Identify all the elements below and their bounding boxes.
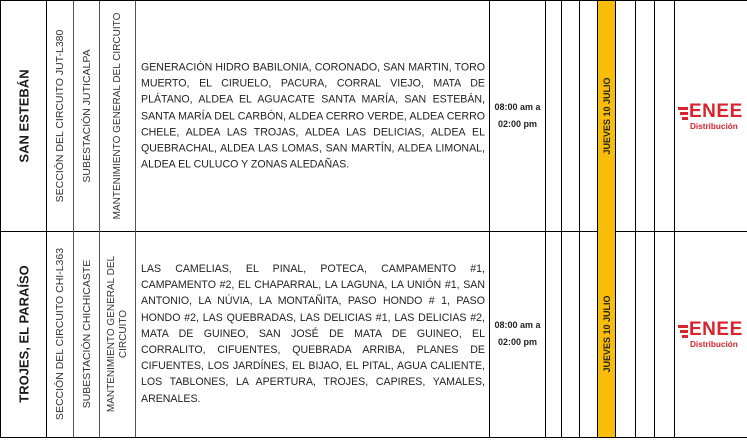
date-cell — [598, 231, 616, 437]
empty-cell — [655, 1, 675, 231]
activity-line: MANTENIMIENTO GENERAL DEL CIRCUITO — [111, 12, 123, 220]
substation-label: SUBESTACIÓN JUTICALPA — [80, 49, 93, 183]
enee-logo — [678, 101, 746, 131]
circuit-section-label: SECCIÓN DEL CIRCUITO JUT-L380 — [54, 29, 66, 203]
circuit-section-label: SECCIÓN DEL CIRCUITO CHI-L363 — [54, 247, 66, 421]
logo-cell — [675, 231, 747, 437]
substation-cell — [74, 231, 100, 437]
activity-cell — [100, 231, 136, 437]
empty-cell — [636, 231, 655, 437]
logo-subtitle: Distribución — [690, 340, 738, 349]
affected-areas-cell — [136, 231, 490, 437]
location-cell — [0, 231, 47, 437]
affected-areas-cell — [136, 1, 490, 231]
activity-label — [106, 256, 130, 412]
logo-subtitle: Distribución — [690, 122, 738, 131]
activity-label — [112, 13, 124, 220]
enee-logo-mark-icon — [678, 104, 688, 122]
empty-cell — [562, 231, 580, 437]
affected-areas-text: GENERACIÓN HIDRO BABILONIA, CORONADO, SAN MARTIN, TORO MUERTO, EL CIRUELO, PACURA, CORRAL VIEJO, MATA DE PLÁTANO, ALDEA EL AGUACATE SANTA MARÍA, SAN ESTEBÁN, SANTA MARÍA DEL CARBÓN, ALDEA CERRO VERDE, ALDEA CERRO CHELE, ALDEA LAS TROJAS, ALDEA LAS DELICIAS, ALDEA EL QUEBRACHAL, ALDEA LAS LOMAS, SAN MARTÍN, ALDEA LIMONAL, ALDEA EL CULUCO Y ZONAS ALEDAÑAS. — [141, 61, 485, 171]
substation-cell — [74, 1, 100, 231]
logo-cell — [675, 1, 747, 231]
empty-cell — [616, 231, 636, 437]
date-label: JUEVES 10 JULIO — [601, 295, 612, 373]
affected-areas-text: LAS CAMELIAS, EL PINAL, POTECA, CAMPAMENTO #1, CAMPAMENTO #2, EL CHAPARRAL, LA LAGUNA, LA UNIÓN #1, SAN ANTONIO, LA NÚVIA, LA MONTAÑITA, PASO HONDO # 1, PASO HONDO #2, LAS QUEBRADAS, LAS DELICIAS #1, LAS DELICIAS #2, MATA DE GUINEO, SAN JOSÉ DE MATA DE GUINEO, EL CORRALITO, CIFUENTES, QUEBRADA ARRIBA, PLANES DE CIFUENTES, LOS JARDÍNES, EL BIJAO, EL PITAL, AGUA CALIENTE, LOS TABLONES, LA APERTURA, TROJES, CAPIRES, YAMALES, ARENALES. — [141, 263, 485, 405]
empty-cell — [655, 231, 675, 437]
activity-line: CIRCUITO — [117, 309, 129, 359]
time-cell — [490, 231, 546, 437]
empty-cell — [546, 231, 562, 437]
date-cell — [598, 1, 616, 231]
location-cell — [0, 1, 47, 231]
empty-cell — [616, 1, 636, 231]
activity-line: MANTENIMIENTO GENERAL DEL — [105, 255, 117, 413]
empty-cell — [580, 231, 598, 437]
time-start: 08:00 am a — [494, 320, 541, 330]
location-label: SAN ESTEBÁN — [16, 69, 31, 163]
time-range — [490, 99, 545, 133]
table-row — [0, 231, 747, 438]
empty-cell — [580, 1, 598, 231]
logo-wordmark: ENEE — [689, 101, 743, 122]
logo-wordmark: ENEE — [689, 319, 743, 340]
time-range — [490, 317, 545, 351]
enee-logo — [678, 319, 746, 349]
time-cell — [490, 1, 546, 231]
substation-label: SUBESTACIÓN CHICHICASTE — [80, 259, 93, 409]
empty-cell — [546, 1, 562, 231]
time-end: 02:00 pm — [497, 119, 538, 129]
time-end: 02:00 pm — [497, 337, 538, 347]
section-cell — [47, 1, 74, 231]
time-start: 08:00 am a — [494, 102, 541, 112]
empty-cell — [562, 1, 580, 231]
section-cell — [47, 231, 74, 437]
date-label: JUEVES 10 JULIO — [601, 77, 612, 155]
activity-cell — [100, 1, 136, 231]
location-label: TROJES, EL PARAÍSO — [16, 265, 31, 403]
empty-cell — [636, 1, 655, 231]
enee-logo-mark-icon — [678, 322, 688, 340]
